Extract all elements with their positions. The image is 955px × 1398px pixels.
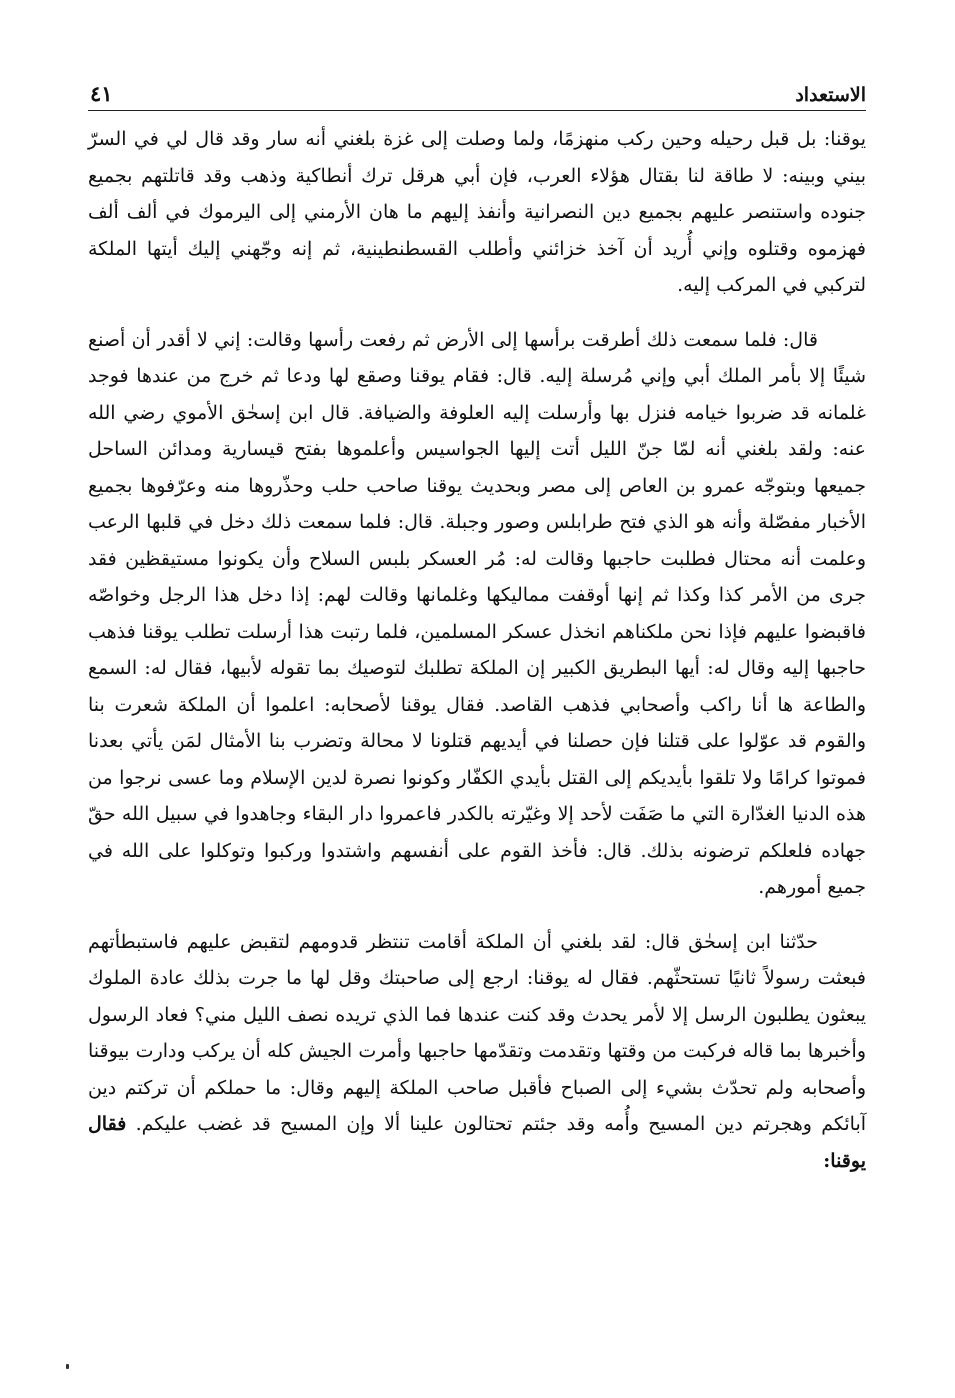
- book-page: [88, 70, 866, 1360]
- paragraph-3-closing: فقال يوقنا:: [88, 1113, 866, 1172]
- page-number: ٤١: [90, 81, 113, 106]
- paragraph-spacer: [88, 304, 866, 322]
- ink-speck: [66, 1364, 69, 1369]
- paragraph-2: قال: فلما سمعت ذلك أطرقت برأسها إلى الأرض ثم رفعت رأسها وقالت: إني لا أقدر أن أصنع شيئًا إلا بأمر الملك أبي وإني مُرسلة إليه. قال: فقام يوقنا وصقع لها ودعا ثم خرج من عندها فوجد غلمانه قد ضربوا خيامه فنزل بها وأرسلت إليه العلوفة والضيافة. قال ابن إسحٰق الأموي رضي الله عنه: ولقد بلغني أنه لمّا جنّ الليل أتت إليها الجواسيس وأعلموها بفتح قيسارية ومدائن الساحل جميعها وبتوجّه عمرو بن العاص إلى مصر وبحديث يوقنا صاحب حلب وحذّروها منه وعرّفوها بجميع الأخبار مفصّلة وأنه هو الذي فتح طرابلس وصور وجبلة. قال: فلما سمعت ذلك دخل في قلبها الرعب وعلمت أنه محتال فطلبت حاجبها وقالت له: مُر العسكر بلبس السلاح وأن يكونوا مستيقظين فقد جرى من الأمر كذا وكذا ثم إنها أوقفت مماليكها وغلمانها وقالت لهم: إذا دخل هذا الرجل وخواصّه فاقبضوا عليهم فإذا نحن ملكناهم انخذل عسكر المسلمين، فلما رتبت هذا أرسلت تطلب يوقنا فذهب حاجبها إليه وقال له: أيها البطريق الكبير إن الملكة تطلبك لتوصيك بما تقوله لأبيها، فقال له: السمع والطاعة ها أنا راكب وأصحابي فذهب القاصد. فقال يوقنا لأصحابه: اعلموا أن الملكة شعرت بنا والقوم قد عوّلوا على قتلنا فإن حصلنا في أيديهم قتلونا لا محالة وتضرب بنا الأمثال لمَن يأتي بعدنا فموتوا كرامًا ولا تلقوا بأيديكم إلى القتل بأيدي الكفّار وكونوا نصرة لدين الإسلام وما عسى نرجوا من هذه الدنيا الغدّارة التي ما صَفَت لأحد إلا وغيّرته بالكدر فاعمروا دار البقاء وجاهدوا في سبيل الله حقّ جهاده فلعلكم ترضونه بذلك. قال: فأخذ القوم على أنفسهم واشتدوا وركبوا وتوكلوا على الله في جميع أمورهم.: [88, 328, 866, 898]
- paragraph-1: يوقنا: بل قبل رحيله وحين ركب منهزمًا، ولما وصلت إلى غزة بلغني أنه سار وقد قال لي في السرّ بيني وبينه: لا طاقة لنا بقتال هؤلاء العرب، فإن أبي هرقل ترك أنطاكية وذهب وقد قاتلتهم بجميع جنوده واستنصر عليهم بجميع دين النصرانية وأنفذ إليهم ما هان الأرمني إلى اليرموك في ألف ألف فهزموه وقتلوه وإني أُريد أن آخذ خزائني وأطلب القسطنطينية، ثم إنه وجّهني إليك أيتها الملكة لتركبي في المركب إليه.: [88, 128, 866, 296]
- running-title: الاستعداد: [795, 84, 866, 106]
- body-text: [88, 121, 866, 1179]
- paragraph-3-text: حدّثنا ابن إسحٰق قال: لقد بلغني أن الملكة أقامت تنتظر قدومهم لتقبض عليهم فاستبطأتهم فبعثت رسولاً ثانيًا تستحثّهم. فقال له يوقنا: ارجع إلى صاحبتك وقل لها ما جرت بذلك عادة الملوك يبعثون يطلبون الرسل إلا لأمر يحدث وقد كنت عندها فما الذي تريده نصف الليل مني؟ فعاد الرسول وأخبرها بما قاله فركبت من وقتها وتقدمت وتقدّمها حاجبها وأمرت الجيش كله أن يركب ودارت بيوقنا وأصحابه ولم تحدّث بشيء إلى الصباح فأقبل صاحب الملكة إليهم وقال: ما حملكم أن تركتم دين آبائكم وهجرتم دين المسيح وأُمه وقد جئتم تحتالون علينا ألا وإن المسيح قد غضب عليكم.: [88, 930, 867, 1135]
- paragraph-3: [88, 924, 866, 1180]
- page-header: [88, 70, 866, 111]
- paragraph-spacer: [88, 906, 866, 924]
